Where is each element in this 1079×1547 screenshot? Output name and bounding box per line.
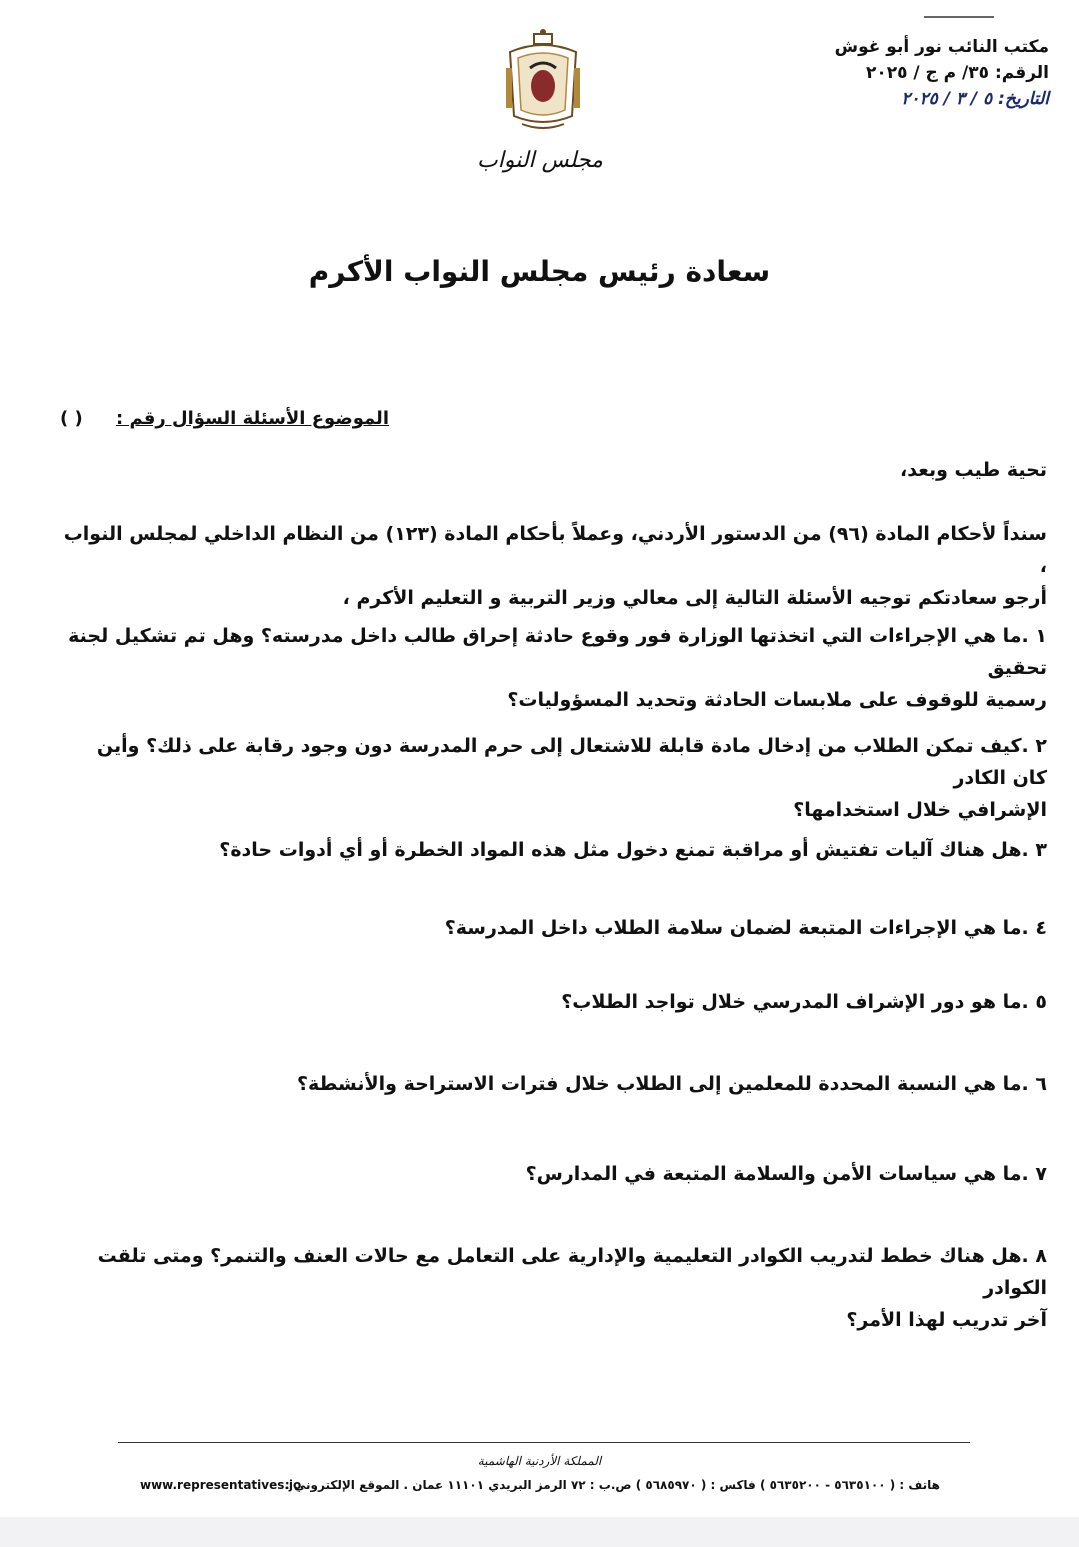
footer-kingdom-label: المملكة الأردنية الهاشمية — [477, 1454, 602, 1468]
jordan-crest-icon — [500, 28, 586, 136]
question-line: ٦ .ما هي النسبة المحددة للمعلمين إلى الطلاب خلال فترات الاستراحة والأنشطة؟ — [296, 1073, 1047, 1095]
question-line: ٨ .هل هناك خطط لتدريب الكوادر التعليمية والإدارية على التعامل مع حالات العنف والتنمر؟ ومتى تلقت الكوادر — [97, 1245, 1047, 1299]
question-1 — [60, 620, 1047, 716]
intro-paragraph — [60, 518, 1047, 614]
intro-line: أرجو سعادتكم توجيه الأسئلة التالية إلى معالي وزير التربية و التعليم الأكرم ، — [342, 587, 1047, 609]
question-line: ٤ .ما هي الإجراءات المتبعة لضمان سلامة الطلاب داخل المدرسة؟ — [444, 917, 1047, 939]
question-2 — [60, 730, 1047, 826]
question-6 — [60, 1068, 1047, 1100]
bottom-margin-strip — [0, 1517, 1079, 1547]
question-line: الإشرافي خلال استخدامها؟ — [793, 799, 1047, 821]
question-3 — [60, 834, 1047, 866]
question-8 — [60, 1240, 1047, 1336]
council-logo-text: مجلس النواب — [477, 148, 603, 173]
question-4 — [60, 912, 1047, 944]
question-line: ٧ .ما هي سياسات الأمن والسلامة المتبعة في المدارس؟ — [525, 1163, 1047, 1185]
question-7 — [60, 1158, 1047, 1190]
question-line: رسمية للوقوف على ملابسات الحادثة وتحديد المسؤوليات؟ — [507, 689, 1047, 711]
question-line: ٥ .ما هو دور الإشراف المدرسي خلال تواجد الطلاب؟ — [561, 991, 1047, 1013]
header-decor-line — [924, 16, 994, 18]
subject-label: الموضوع الأسئلة السؤال رقم : — [116, 408, 389, 429]
footer-website: www.representatives.jo — [140, 1478, 302, 1492]
footer-divider — [118, 1442, 970, 1443]
question-line: ١ .ما هي الإجراءات التي اتخذتها الوزارة فور وقوع حادثة إحراق طالب داخل مدرسته؟ وهل تم تشكيل لجنة تحقيق — [68, 625, 1047, 679]
greeting: تحية طيب وبعد، — [900, 459, 1047, 481]
office-name: مكتب النائب نور أبو غوش — [834, 37, 1049, 57]
question-number-placeholder: ( ) — [60, 408, 83, 429]
reference-number: الرقم: ٣٥/ م ج / ٢٠٢٥ — [865, 63, 1049, 83]
intro-line: سنداً لأحكام المادة (٩٦) من الدستور الأردني، وعملاً بأحكام المادة (١٢٣) من النظام الداخلي لمجلس النواب ، — [63, 523, 1047, 577]
question-line: ٣ .هل هناك آليات تفتيش أو مراقبة تمنع دخول مثل هذه المواد الخطرة أو أي أدوات حادة؟ — [219, 839, 1047, 861]
addressee-heading: سعادة رئيس مجلس النواب الأكرم — [308, 255, 771, 288]
footer-contact-info: هاتف : ( ٥٦٣٥١٠٠ - ٥٦٣٥٢٠٠ ) فاكس : ( ٥٦٨٥٩٧٠ ) ص.ب : ٧٢ الرمز البريدي ١١١٠١ عمان . الموقع الإلكتروني : — [284, 1478, 940, 1492]
question-5 — [60, 986, 1047, 1018]
document-date: التاريخ: ٥ / ٣ / ٢٠٢٥ — [901, 89, 1049, 109]
question-line: ٢ .كيف تمكن الطلاب من إدخال مادة قابلة للاشتعال إلى حرم المدرسة دون وجود رقابة على ذلك؟ وأين كان الكادر — [96, 735, 1047, 789]
question-line: آخر تدريب لهذا الأمر؟ — [846, 1309, 1047, 1331]
header-block — [729, 34, 1049, 112]
